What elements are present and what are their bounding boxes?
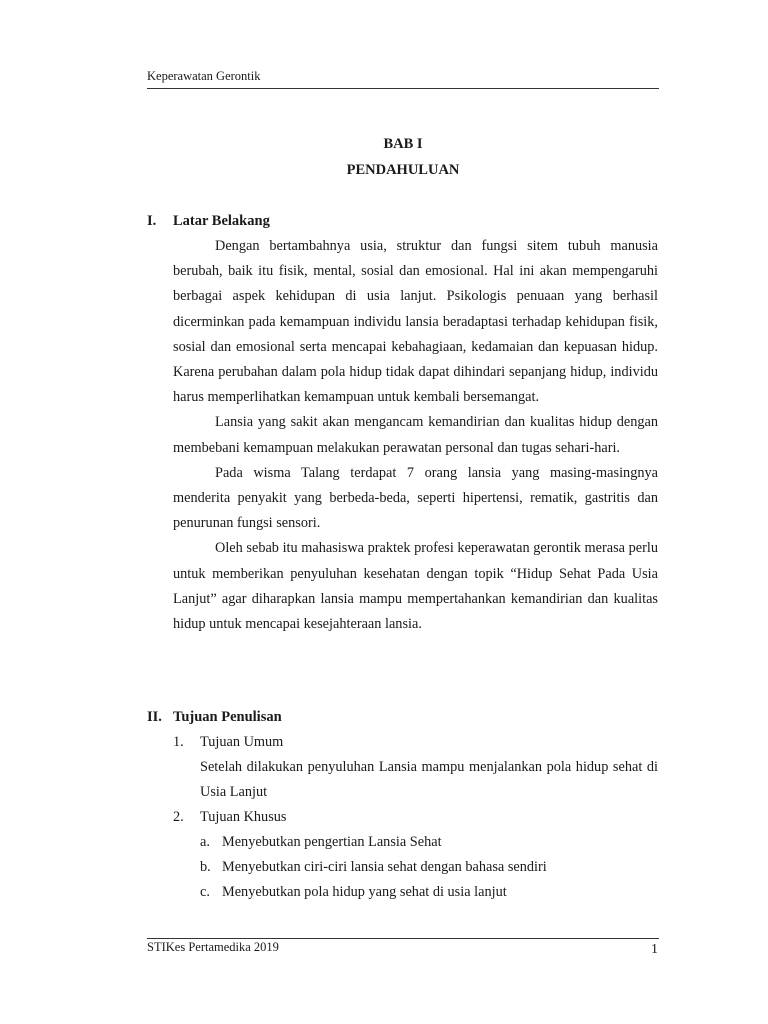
paragraph: Lansia yang sakit akan mengancam kemandirian dan kualitas hidup dengan membebani kemampuan melakukan perawatan personal dan tugas sehari-hari. [173,414,658,456]
section-number: II. [147,709,162,725]
sublist-letter: c. [200,884,210,900]
section-body [173,234,658,637]
sublist-item: Menyebutkan pengertian Lansia Sehat [222,834,442,850]
list-item-title: Tujuan Khusus [200,809,287,825]
sublist-item: Menyebutkan ciri-ciri lansia sehat dengan bahasa sendiri [222,859,547,875]
sublist-item: Menyebutkan pola hidup yang sehat di usia lanjut [222,884,507,900]
chapter-title: PENDAHULUAN [346,162,460,178]
page-number: 1 [651,942,658,957]
sublist-letter: a. [200,834,210,850]
footer-institution: STIKes Pertamedika 2019 [147,940,279,954]
list-item-text: Setelah dilakukan penyuluhan Lansia mampu menjalankan pola hidup sehat di Usia Lanjut [200,759,658,801]
running-header: Keperawatan Gerontik [147,69,261,83]
list-item-title: Tujuan Umum [200,734,284,750]
paragraph: Dengan bertambahnya usia, struktur dan fungsi sitem tubuh manusia berubah, baik itu fisik, mental, sosial dan emosional. Hal ini akan mempengaruhi berbagai aspek kehidupan di usia lanjut. Psikologis penuaan yang berhasil dicerminkan pada kemampuan individu lansia beradaptasi terhadap kehidupan fisik, sosial dan emosional serta mencapai kebahagiaan, kedamaian dan kepuasan hidup. Karena perubahan dalam pola hidup tidak dapat dihindari sepanjang hidup, individu harus memperlihatkan kemampuan untuk kembali bersemangat. [173,238,658,406]
chapter-label: BAB I [383,136,423,152]
header-rule [147,88,659,89]
list-number: 1. [173,734,184,750]
section-title: Latar Belakang [173,213,270,229]
sublist-letter: b. [200,859,211,875]
paragraph: Pada wisma Talang terdapat 7 orang lansia yang masing-masingnya menderita penyakit yang berbeda-beda, seperti hipertensi, rematik, gastritis dan penurunan fungsi sensori. [173,464,658,532]
paragraph: Oleh sebab itu mahasiswa praktek profesi keperawatan gerontik merasa perlu untuk memberikan penyuluhan kesehatan dengan topik “Hidup Sehat Pada Usia Lanjut” agar diharapkan lansia mampu mempertahankan kemandirian dan kualitas hidup untuk mencapai kesejahteraan lansia. [173,540,658,633]
list-number: 2. [173,809,184,825]
section-title: Tujuan Penulisan [173,709,282,725]
section-number: I. [147,213,157,229]
footer-rule [147,938,659,939]
